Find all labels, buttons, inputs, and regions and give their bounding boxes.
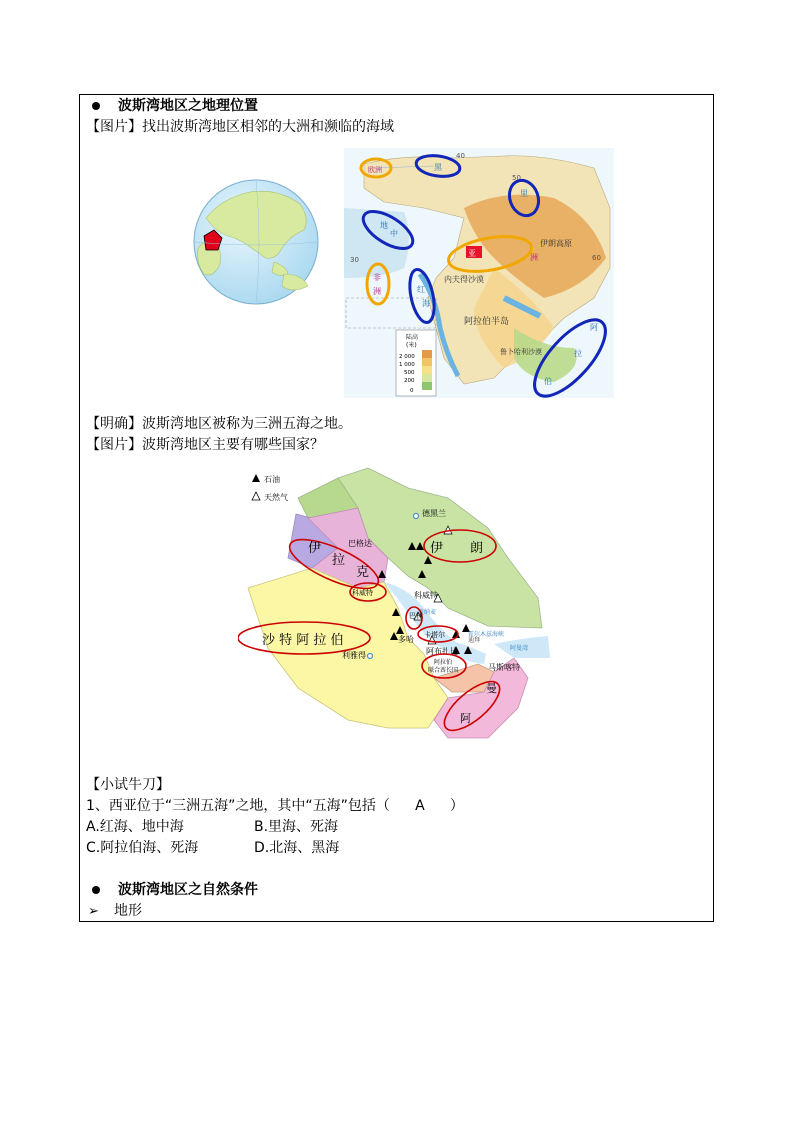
lon-label-60: 60 <box>592 254 601 262</box>
elevation-legend <box>396 330 436 396</box>
bahrain-label: 巴林 <box>409 612 423 620</box>
option-a: A.红海、地中海 <box>86 819 184 835</box>
tehran-label: 德黑兰 <box>422 509 446 518</box>
uae-label-1: 阿拉伯 <box>434 659 453 666</box>
abudhabi-label: 阿布扎比 <box>426 647 458 656</box>
riyadh-label: 利雅得 <box>342 651 366 660</box>
globe-image <box>192 178 320 306</box>
kuwait-label: 科威特 <box>352 589 373 597</box>
arabian-sea-label-1: 阿 <box>590 323 598 332</box>
lat-label-40: 40 <box>456 152 465 160</box>
iraq-label-1: 伊 <box>308 541 322 556</box>
saudi-label: 沙 特 阿 拉 伯 <box>262 633 344 648</box>
quiz-options-row-1 <box>86 817 339 837</box>
legend-value-1000: 1 000 <box>399 362 415 368</box>
quiz-close: ） <box>449 798 464 814</box>
bullet-icon <box>92 102 100 110</box>
red-sea-label-1: 红 <box>417 285 425 294</box>
tehran-dot <box>414 514 419 519</box>
manama-label: 麦纳麦 <box>418 609 437 616</box>
med-label-2: 中 <box>390 229 398 238</box>
picture-tag-2: 【图片】 <box>86 437 142 453</box>
doha-label: 多哈 <box>398 635 414 644</box>
legend-value-200: 200 <box>404 378 415 384</box>
iran-plateau-label: 伊朗高原 <box>540 239 572 248</box>
black-sea-label: 黑 <box>434 163 442 172</box>
kuwait-city-label: 科威特 <box>414 591 438 600</box>
section2-sub: 地形 <box>114 903 142 919</box>
gulf-oman-label: 阿曼湾 <box>510 645 529 652</box>
legend-value-500: 500 <box>404 370 415 376</box>
legend-oil: 石油 <box>264 475 280 484</box>
asia-label-1: 亚 <box>468 249 476 258</box>
rub-label: 鲁卜哈利沙漠 <box>500 348 542 356</box>
riyadh-dot <box>368 654 373 659</box>
legend-gas: 天然气 <box>264 493 288 502</box>
oman-label-1: 曼 <box>486 682 497 695</box>
arrow-bullet-icon: ➢ <box>88 904 99 919</box>
med-label-1: 地 <box>380 221 388 230</box>
qatar-label: 卡塔尔 <box>424 631 445 639</box>
option-b: B.里海、死海 <box>254 819 339 835</box>
hormuz-label: 霍尔木兹海峡 <box>468 631 505 638</box>
picture-instruction-1 <box>86 117 394 137</box>
countries-map <box>238 458 556 758</box>
quiz-answer: A <box>415 798 425 814</box>
clarify-text: 波斯湾地区被称为三洲五海之地。 <box>142 416 352 432</box>
africa-label-1: 非 <box>373 273 381 282</box>
iraq-label-2: 拉 <box>332 553 346 568</box>
picture-text-2: 波斯湾地区主要有哪些国家？ <box>142 437 324 453</box>
picture-tag-1: 【图片】 <box>86 119 142 135</box>
uae-label-2: 联合酋长国 <box>428 667 459 674</box>
option-d: D.北海、黑海 <box>254 840 340 856</box>
asia-label-2: 洲 <box>530 253 538 262</box>
iran-label-1: 伊 <box>430 541 444 556</box>
section1-heading-row <box>86 96 258 116</box>
lat-label-30: 30 <box>350 256 359 264</box>
section2-sub-row <box>86 901 142 922</box>
iran-label-2: 朗 <box>470 541 484 556</box>
clarify-line <box>86 414 352 434</box>
africa-label-2: 洲 <box>373 287 381 296</box>
europe-label: 欧洲 <box>368 166 382 174</box>
legend-unit: (米) <box>406 342 417 349</box>
section1-heading: 波斯湾地区之地理位置 <box>118 98 258 114</box>
legend-value-2000: 2 000 <box>399 354 415 360</box>
section2-heading-row <box>86 880 258 900</box>
dubai-label: 迪拜 <box>468 637 481 644</box>
picture-text-1: 找出波斯湾地区相邻的大洲和濒临的海域 <box>142 119 394 135</box>
arabian-sea-label-3: 伯 <box>544 377 552 386</box>
legend-value-0: 0 <box>410 388 414 394</box>
quiz-question-row <box>86 796 464 816</box>
iraq-label-3: 克 <box>356 565 370 580</box>
arabian-sea-label-2: 拉 <box>574 349 582 358</box>
bullet-icon <box>92 886 100 894</box>
option-c: C.阿拉伯海、死海 <box>86 840 199 856</box>
picture-instruction-2 <box>86 435 324 455</box>
caspian-label: 里 <box>520 189 528 198</box>
lon-label-50: 50 <box>512 174 521 182</box>
quiz-question: 1、西亚位于“三洲五海”之地，其中“五海”包括（ <box>86 798 390 814</box>
quiz-options-row-2 <box>86 838 340 858</box>
clarify-tag: 【明确】 <box>86 416 142 432</box>
topographic-map <box>344 148 614 398</box>
muscat-label: 马斯喀特 <box>488 663 520 672</box>
oman-label-2: 阿 <box>460 712 471 725</box>
legend-title: 陆高 <box>406 334 419 341</box>
red-sea-label-2: 海 <box>422 299 430 308</box>
baghdad-label: 巴格达 <box>348 539 372 548</box>
quiz-tag: 【小试牛刀】 <box>86 777 170 793</box>
nafud-label: 内夫得沙漠 <box>444 275 484 284</box>
section2-heading: 波斯湾地区之自然条件 <box>118 882 258 898</box>
arabia-label: 阿拉伯半岛 <box>464 317 510 327</box>
